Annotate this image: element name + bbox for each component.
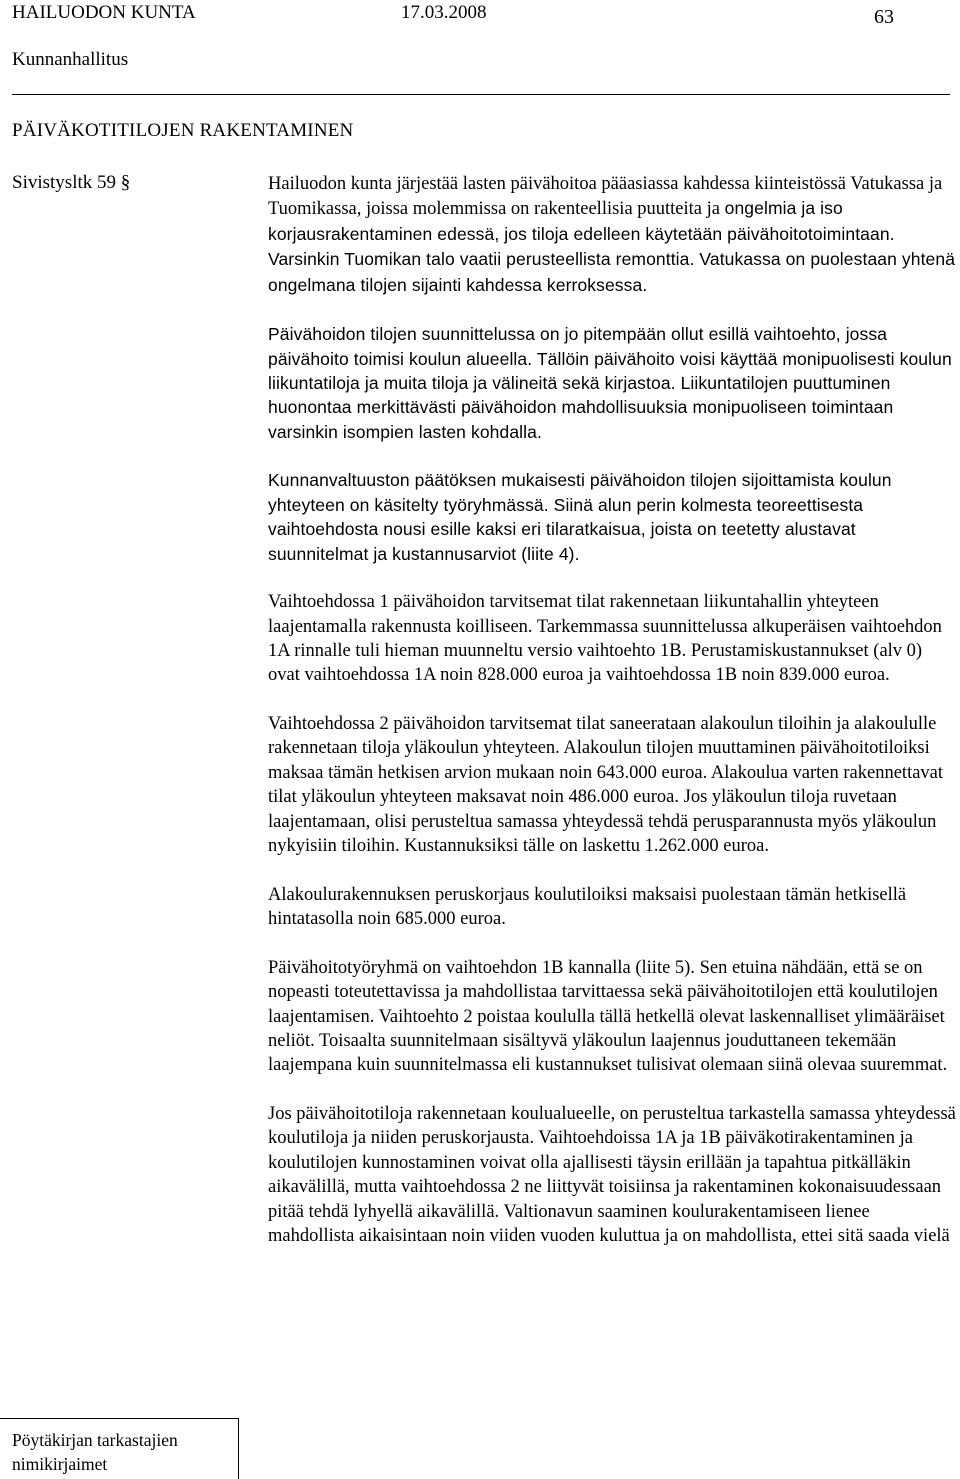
document-body: [268, 172, 958, 1273]
governing-body: Kunnanhallitus: [12, 49, 129, 70]
paragraph: Vaihtoehdossa 2 päivähoidon tarvitsemat tilat saneerataan alakoulun tiloihin ja alakoululle rakennetaan tiloja yläkoulun yhteyteen. Alakoulun tilojen muuttaminen päivähoitotiloiksi maksaa tämän hetkisen arvion mukaan noin 643.000 euroa. Alakoulua varten rakennettavat tilat yläkoulun yhteyteen maksavat noin 486.000 euroa. Jos yläkoulun tiloja ruvetaan laajentamaan, olisi perusteltua samassa yhteydessä tehdä perusparannusta myös yläkoulun nykyisiin tiloihin. Kustannuksiksi tälle on laskettu 1.262.000 euroa.: [268, 714, 944, 857]
paragraph: Jos päivähoitotiloja rakennetaan koulualueelle, on perusteltua tarkastella samassa yhteydessä koulutiloja ja niiden peruskorjausta. Vaihtoehdoissa 1A ja 1B päiväkotirakentaminen ja koulutilojen kunnostaminen voivat olla ajallisesti täysin erillään ja tapahtua pitkälläkin aikavälillä, mutta vaihtoehdossa 2 ne liittyvät toisiinsa ja rakentaminen kokonaisuudessaan pitää tehdä lyhyellä aikavälillä. Valtionavun saaminen koulurakentamiseen lienee mahdollista aikaisintaan noin viiden vuoden kuluttua ja on mahdollista, ettei sitä saada vielä: [268, 1103, 956, 1246]
paragraph: Päivähoidon tilojen suunnittelussa on jo pitempään ollut esillä vaihtoehto, jossa päivähoito toimisi koulun alueella. Tällöin päivähoito voisi käyttää monipuolisesti koulun liikuntatiloja ja muita tiloja ja välineitä sekä kirjastoa. Liikuntatilojen puuttuminen huonontaa merkittävästi päivähoidon mahdollisuuksia monipuoliseen toimintaan varsinkin isompien lasten kohdalla.: [268, 324, 952, 442]
paragraph: [268, 172, 958, 298]
meeting-date: 17.03.2008: [401, 2, 487, 23]
header-divider: [12, 94, 950, 95]
page-number: 63: [874, 6, 894, 28]
footer-label: Pöytäkirjan tarkastajien: [12, 1430, 178, 1450]
paragraph: Vaihtoehdossa 1 päivähoidon tarvitsemat tilat rakennetaan liikuntahallin yhteyteen laajentamalla rakennusta koilliseen. Tarkemmassa suunnittelussa alkuperäisen vaihtoehdon 1A rinnalle tuli hieman muunneltu versio vaihtoehto 1B. Perustamiskustannukset (alv 0) ovat vaihtoehdossa 1A noin 828.000 euroa ja vaihtoehdossa 1B noin 839.000 euroa.: [268, 592, 942, 686]
section-reference: Sivistysltk 59 §: [12, 172, 131, 193]
paragraph: Alakoulurakennuksen peruskorjaus koulutiloiksi maksaisi puolestaan tämän hetkisellä hintatasolla noin 685.000 euroa.: [268, 884, 907, 930]
paragraph: Kunnanvaltuuston päätöksen mukaisesti päivähoidon tilojen sijoittamista koulun yhteyteen on käsitelty työryhmässä. Siinä alun perin kolmesta teoreettisesta vaihtoehdosta nousi esille kaksi eri tilaratkaisua, joista on teetetty alustavat suunnitelmat ja kustannusarviot (liite 4).: [268, 470, 892, 564]
footer-label: nimikirjaimet: [12, 1454, 108, 1474]
municipality-name: HAILUODON KUNTA: [12, 2, 196, 23]
section-title: PÄIVÄKOTITILOJEN RAKENTAMINEN: [12, 120, 354, 141]
paragraph-text: Hailuodon kunta järjestää lasten päivähoitoa pääasiassa kahdessa kiinteistössä Vatukassa ja Tuomikassa, joissa molemmissa on rakenteellisia puutteita ja: [268, 174, 943, 220]
paragraph: Päivähoitotyöryhmä on vaihtoehdon 1B kannalla (liite 5). Sen etuina nähdään, että se on nopeasti toteutettavissa ja mahdollistaa tarvittaessa sekä päivähoitotilojen että koulutilojen laajentamisen. Vaihtoehto 2 poistaa koululla tällä hetkellä olevat laskennalliset ylimääräiset neliöt. Toisaalta suunnitelmaan sisältyvä yläkoulun laajennus jouduttaneen tekemään laajempana kuin suunnitelmassa eli kustannukset tulisivat olemaan siinä olevaa suuremmat.: [268, 957, 948, 1076]
page-footer: [12, 1428, 178, 1476]
paragraph-text: ongelmia ja iso korjausrakentaminen edessä, jos tiloja edelleen käytetään päivähoitotoimintaan. Varsinkin Tuomikan talo vaatii perusteellista remonttia. Vatukassa on puolestaan yhtenä ongelmana tilojen sijainti kahdessa kerroksessa.: [268, 198, 956, 295]
